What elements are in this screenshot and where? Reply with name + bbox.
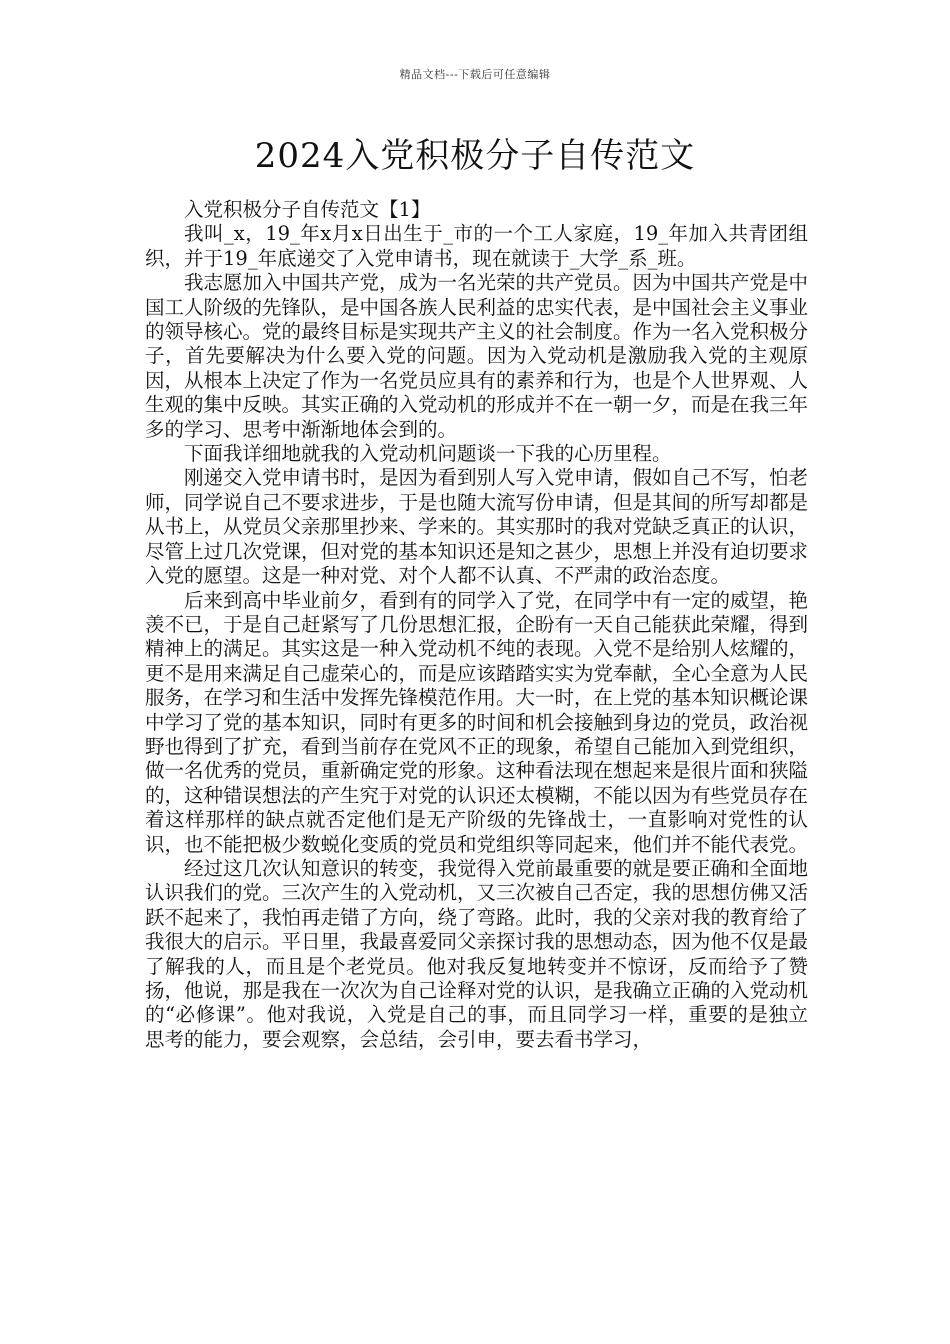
document-body [145, 198, 808, 1052]
header-note: 精品文档---下载后可任意编辑 [399, 68, 551, 81]
document-title: 2024入党积极分子自传范文 [254, 136, 696, 176]
paragraph-intro: 我叫_x，19_年x月x日出生于_市的一个工人家庭，19_年加入共青团组织，并于19_年底递交了入党申请书，现在就读于_大学_系_班。 [145, 222, 808, 270]
paragraph-second-motive: 后来到高中毕业前夕，看到有的同学入了党，在同学中有一定的威望，艳羡不已，于是自己赶紧写了几份思想汇报，企盼有一天自己能获此荣耀，得到精神上的满足。其实这是一种入党动机不纯的表现。入党不是给别人炫耀的，更不是用来满足自己虚荣心的，而是应该踏踏实实为党奉献，全心全意为人民服务，在学习和生活中发挥先锋模范作用。大一时，在上党的基本知识概论课中学习了党的基本知识，同时有更多的时间和机会接触到身边的党员，政治视野也得到了扩充，看到当前存在党风不正的现象，希望自己能加入到党组织，做一名优秀的党员，重新确定党的形象。这种看法现在想起来是很片面和狭隘的，这种错误想法的产生究于对党的认识还太模糊，不能以因为有些党员存在着这样那样的缺点就否定他们是无产阶级的先锋战士，一直影响对党性的认识，也不能把极少数蜕化变质的党员和党组织等同起来，他们并不能代表党。 [145, 588, 809, 856]
paragraph-aspiration: 我志愿加入中国共产党，成为一名光荣的共产党员。因为中国共产党是中国工人阶级的先锋队，是中国各族人民利益的忠实代表，是中国社会主义事业的领导核心。党的最终目标是实现共产主义的社会制度。作为一名入党积极分子，首先要解决为什么要入党的问题。因为入党动机是激励我入党的主观原因，从根本上决定了作为一名党员应具有的素养和行为，也是个人世界观、人生观的集中反映。其实正确的入党动机的形成并不在一朝一夕，而是在我三年多的学习、思考中渐渐地体会到的。 [145, 271, 809, 441]
paragraph-first-motive: 刚递交入党申请书时，是因为看到别人写入党申请，假如自己不写，怕老师，同学说自己不要求进步，于是也随大流写份申请，但是其间的所写却都是从书上，从党员父亲那里抄来、学来的。其实那时的我对党缺乏真正的认识，尽管上过几次党课，但对党的基本知识还是知之甚少，思想上并没有迫切要求入党的愿望。这是一种对党、对个人都不认真、不严肃的政治态度。 [145, 466, 809, 588]
paragraph-transition: 下面我详细地就我的入党动机问题谈一下我的心历里程。 [184, 442, 672, 466]
section-heading: 入党积极分子自传范文【1】 [184, 198, 431, 221]
paragraph-father-guidance: 经过这几次认知意识的转变，我觉得入党前最重要的就是要正确和全面地认识我们的党。三次产生的入党动机，又三次被自己否定，我的思想仿佛又活跃不起来了，我怕再走错了方向，绕了弯路。此时，我的父亲对我的教育给了我很大的启示。平日里，我最喜爱同父亲探讨我的思想动态，因为他不仅是最了解我的人，而且是个老党员。他对我反复地转变并不惊讶，反而给予了赞扬，他说，那是我在一次次为自己诠释对党的认识，是我确立正确的入党动机的“必修课”。他对我说，入党是自己的事，而且同学习一样，重要的是独立思考的能力，要会观察，会总结，会引申，要去看书学习， [145, 856, 809, 1051]
